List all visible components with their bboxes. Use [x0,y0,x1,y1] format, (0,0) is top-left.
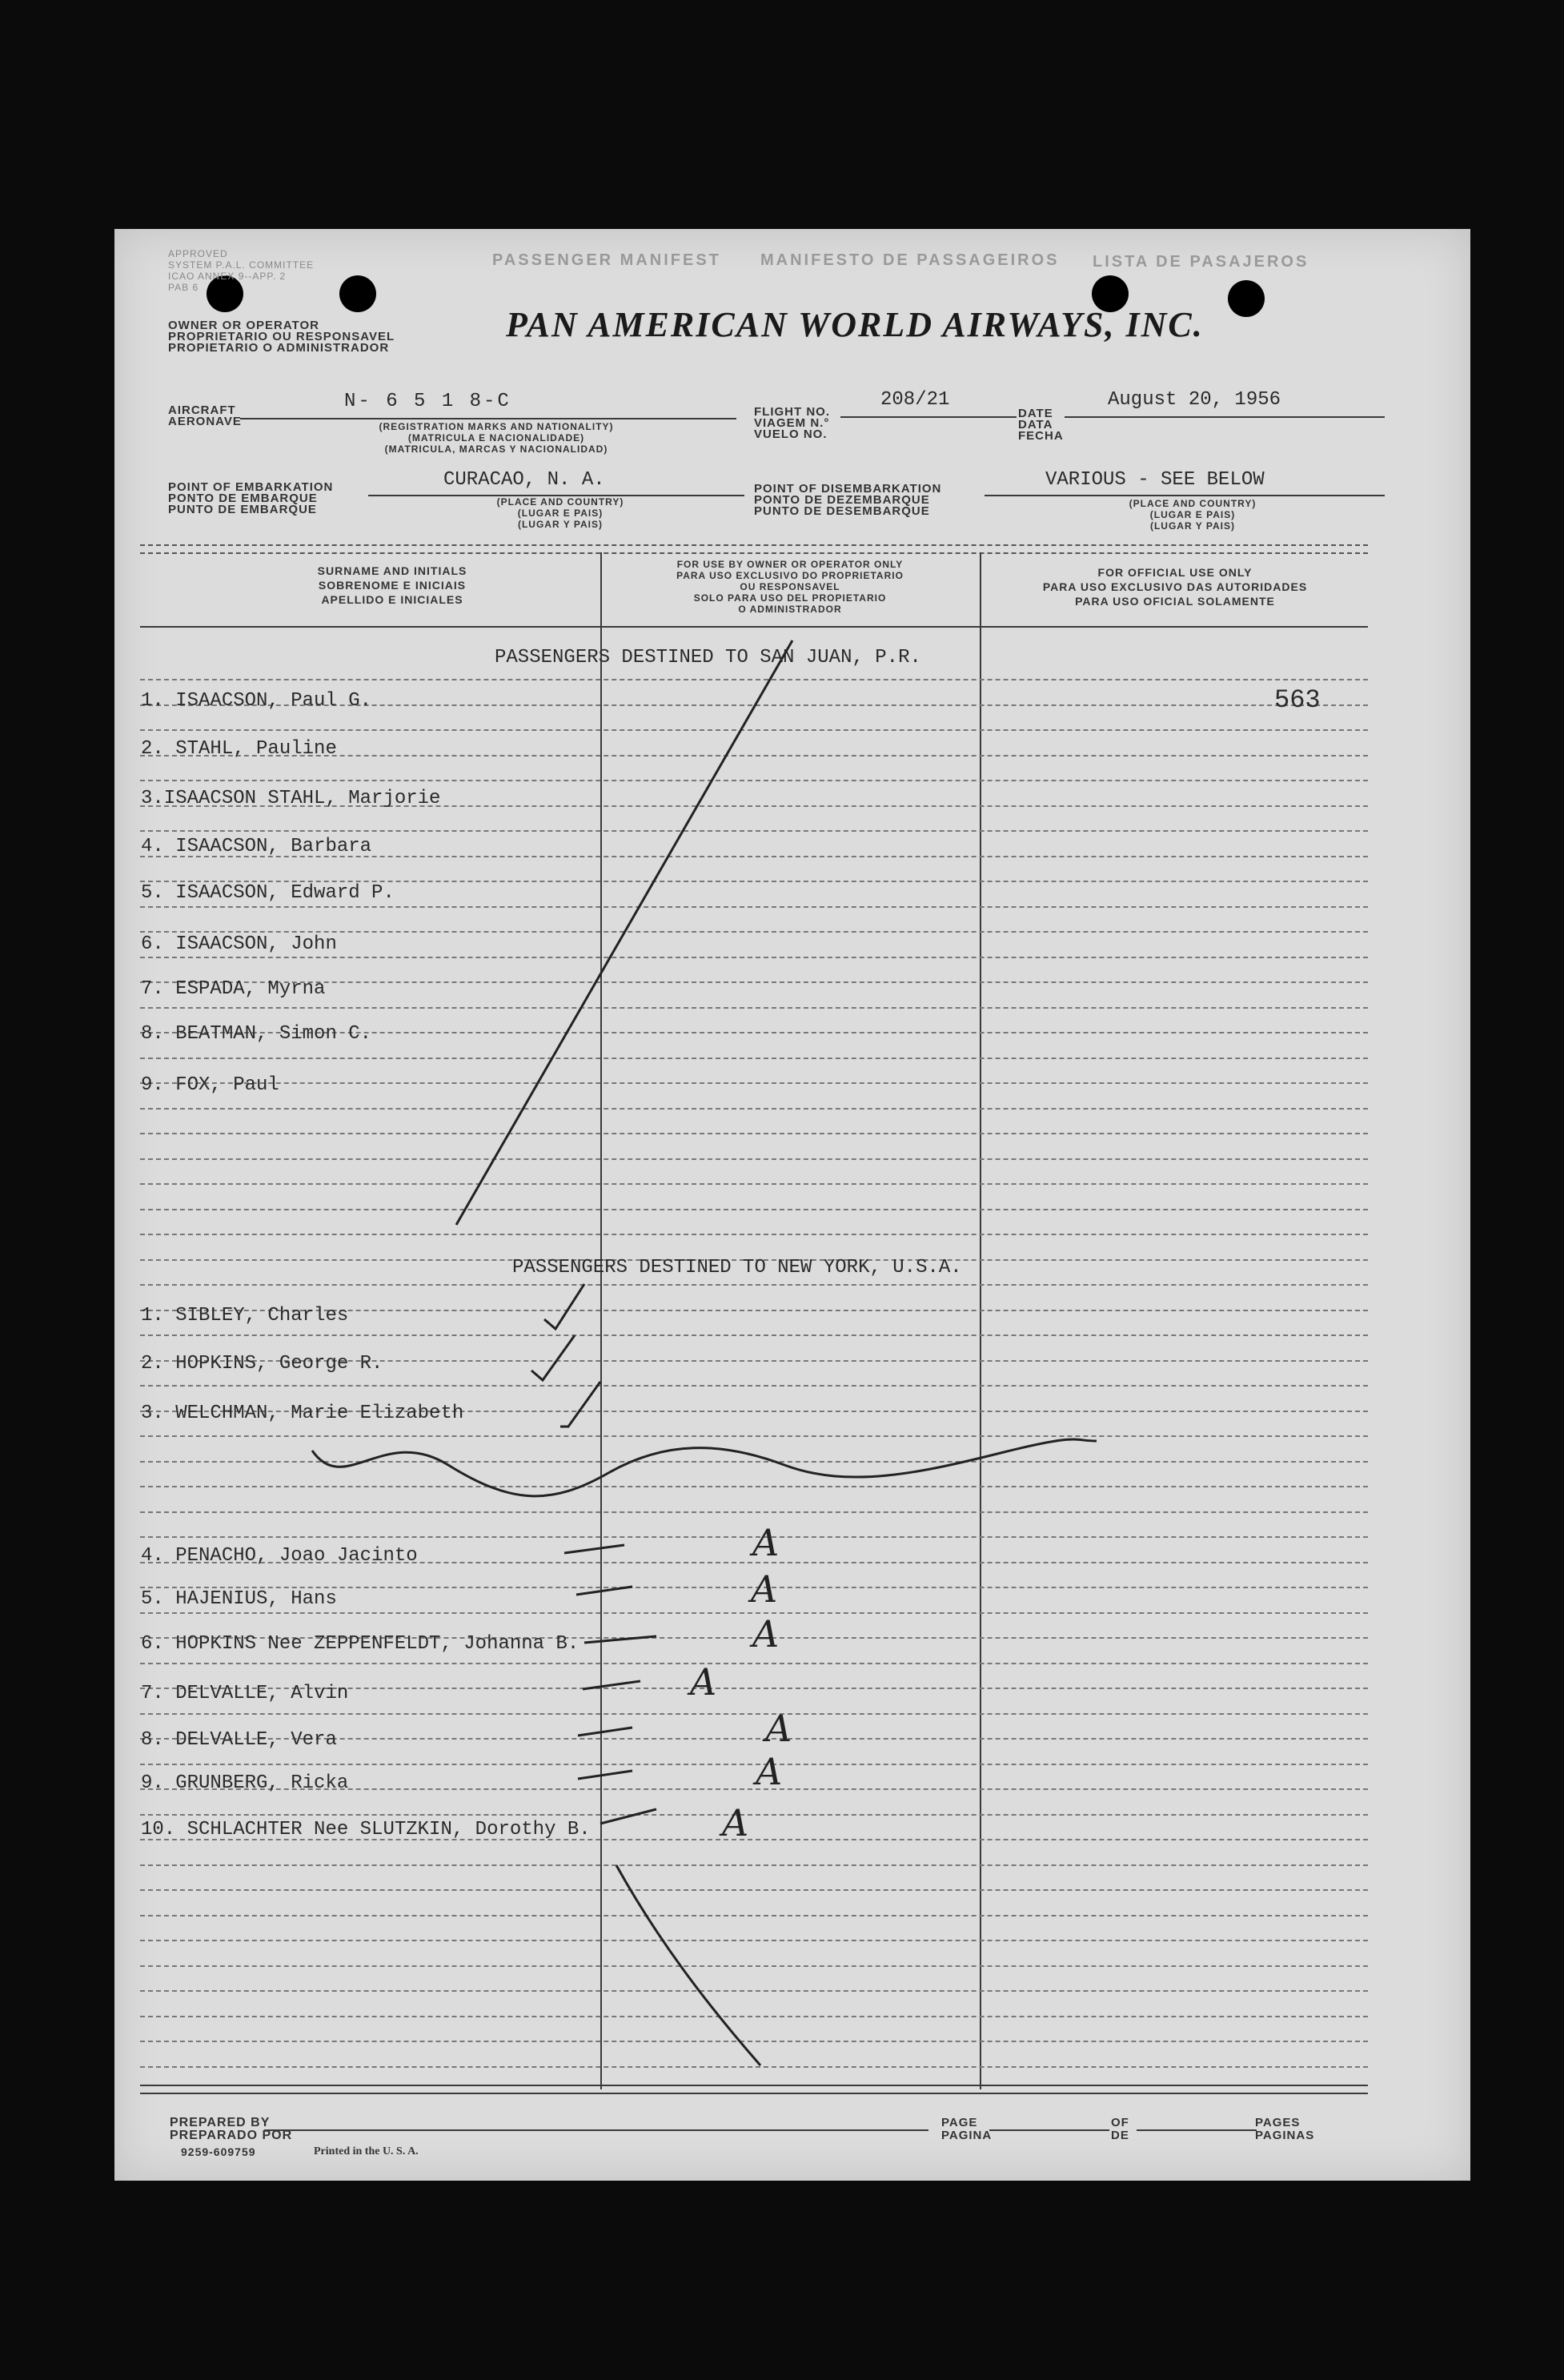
column-header-line: FOR USE BY OWNER OR OPERATOR ONLY [676,559,904,570]
approval-line: APPROVED [168,248,228,259]
embarkation-label: POINT OF EMBARKATION [168,480,334,494]
hand-mark-a: A [751,1567,778,1611]
passenger-entry: 8. DELVALLE, Vera [141,1729,337,1751]
column-header-line: O ADMINISTRADOR [738,604,842,615]
approval-line: PAB 6 [168,282,199,293]
strike-line [616,1865,760,2065]
pages-labels [1255,2117,1314,2142]
wavy-line [312,1439,1097,1496]
disembarkation-label: PONTO DE DEZEMBARQUE [754,493,930,507]
approval-line: ICAO ANNEX 9--APP. 2 [168,271,287,282]
owner-label-pt: PROPRIETARIO OU RESPONSAVEL [168,330,395,343]
disembarkation-sublabel: (LUGAR Y PAIS) [1149,520,1235,532]
passenger-entry: 1. SIBLEY, Charles [141,1305,349,1326]
date-value: August 20, 1956 [1108,389,1281,411]
column-header-line: PARA USO EXCLUSIVO DO PROPRIETARIO [676,570,904,581]
column-header-line: PARA USO OFICIAL SOLAMENTE [1075,595,1275,608]
aircraft-label: AERONAVE [168,415,242,428]
check-mark [531,1335,575,1380]
dash-mark [578,1728,632,1736]
hand-mark-a: A [756,1750,783,1793]
hand-mark-a: A [752,1521,780,1564]
pages-label: PAGES [1255,2116,1301,2129]
hand-mark-a: A [690,1660,717,1704]
passenger-entry: 1. ISAACSON, Paul G. [141,690,372,712]
operator-name: PAN AMERICAN WORLD AIRWAYS, INC. [506,305,1204,344]
section-heading-san-juan: PASSENGERS DESTINED TO SAN JUAN, P.R. [495,647,921,668]
column-header-line: OU RESPONSAVEL [740,581,840,592]
aircraft-value: N- 6 5 1 8-C [344,391,511,412]
prepared-underline [264,2129,928,2131]
embarkation-label: PONTO DE EMBARQUE [168,492,318,505]
title-lista: LISTA DE PASAJEROS [1093,253,1309,271]
passenger-entry: 8. BEATMAN, Simon C. [141,1023,372,1045]
passenger-entry: 4. PENACHO, Joao Jacinto [141,1545,418,1567]
passenger-entry: 9. GRUNBERG, Ricka [141,1772,349,1794]
dash-mark [583,1681,640,1689]
column-header-line: APELLIDO E INICIALES [321,593,463,606]
footer-rule [140,2085,1368,2086]
title-manifesto: MANIFESTO DE PASSAGEIROS [760,251,1060,269]
passenger-entry: 7. ESPADA, Myrna [141,978,326,1000]
disembarkation-sublabel: (LUGAR E PAIS) [1149,509,1236,520]
passenger-entry: 9. FOX, Paul [141,1074,279,1096]
column-header-line: SOBRENOME E INICIAIS [318,579,467,592]
disembarkation-sublabel: (PLACE AND COUNTRY) [1129,498,1257,509]
hand-mark-a: A [752,1612,780,1656]
embarkation-sublabel: (LUGAR E PAIS) [517,508,604,519]
passenger-entry: 3. WELCHMAN, Marie Elizabeth [141,1403,464,1424]
of-label: DE [1111,2129,1129,2142]
flight-label: VUELO NO. [754,427,828,441]
footer-rule [140,2093,1368,2094]
column-header-line: FOR OFFICIAL USE ONLY [1097,566,1253,579]
page-underline [989,2129,1109,2131]
passenger-entry: 3.ISAACSON STAHL, Marjorie [141,788,441,809]
dash-mark [564,1545,624,1553]
of-label: OF [1111,2116,1129,2129]
dash-mark [578,1771,632,1779]
disembarkation-label: PUNTO DE DESEMBARQUE [754,504,930,518]
passenger-entry: 2. STAHL, Pauline [141,738,337,760]
owner-label-en: OWNER OR OPERATOR [168,319,319,332]
date-label: FECHA [1018,429,1064,443]
hand-mark-a: A [765,1707,792,1750]
embarkation-label: PUNTO DE EMBARQUE [168,503,317,516]
passenger-entry: 2. HOPKINS, George R. [141,1353,383,1375]
check-mark [544,1284,584,1329]
dash-mark [584,1636,656,1643]
flight-label: FLIGHT NO. [754,405,830,419]
passenger-entry: 10. SCHLACHTER Nee SLUTZKIN, Dorothy B. [141,1819,591,1840]
disembarkation-value: VARIOUS - SEE BELOW [1045,469,1265,491]
passenger-entry: 4. ISAACSON, Barbara [141,836,372,857]
flight-value: 208/21 [880,389,950,411]
of-underline [1137,2129,1257,2131]
prepared-label: PREPARADO POR [170,2129,293,2142]
passenger-entry: 5. HAJENIUS, Hans [141,1588,337,1610]
owner-label-es: PROPIETARIO O ADMINISTRADOR [168,341,390,355]
title-passenger-manifest: PASSENGER MANIFEST [492,251,721,269]
column-header-line: PARA USO EXCLUSIVO DAS AUTORIDADES [1042,580,1308,593]
aircraft-label: AIRCRAFT [168,403,236,417]
aircraft-sublabel: (MATRICULA, MARCAS Y NACIONALIDAD) [384,443,608,455]
dash-mark [576,1587,632,1595]
section-heading-new-york: PASSENGERS DESTINED TO NEW YORK, U.S.A. [512,1257,962,1278]
printed-in: Printed in the U. S. A. [314,2145,419,2157]
aircraft-sublabel: (MATRICULA E NACIONALIDADE) [407,432,585,443]
pages-label: PAGINAS [1255,2129,1315,2142]
approval-line: SYSTEM P.A.L. COMMITTEE [168,259,315,271]
hand-mark-a: A [722,1801,749,1844]
embarkation-value: CURACAO, N. A. [443,469,605,491]
strike-line [456,640,792,1225]
disembarkation-label: POINT OF DISEMBARKATION [754,482,942,496]
page-labels [941,2117,992,2142]
aircraft-sublabel: (REGISTRATION MARKS AND NATIONALITY) [379,421,614,432]
date-label: DATA [1018,418,1053,431]
passenger-entry: 7. DELVALLE, Alvin [141,1683,349,1704]
embarkation-sublabel: (LUGAR Y PAIS) [517,519,603,530]
passenger-entry: 5. ISAACSON, Edward P. [141,882,395,904]
of-labels [1111,2117,1129,2142]
flight-label: VIAGEM N.° [754,416,830,430]
embarkation-sublabel: (PLACE AND COUNTRY) [496,496,624,508]
page-label: PAGINA [941,2129,993,2142]
check-mark [560,1382,600,1427]
date-label: DATE [1018,407,1053,420]
passenger-entry: 6. HOPKINS Nee ZEPPENFELDT, Johanna B. [141,1633,579,1655]
page-label: PAGE [941,2116,978,2129]
prepared-label: PREPARED BY [170,2116,271,2129]
form-number: 9259-609759 [181,2145,256,2158]
passenger-entry: 6. ISAACSON, John [141,933,337,955]
stamp-number: 563 [1274,685,1321,715]
column-header-line: SOLO PARA USO DEL PROPIETARIO [693,592,887,604]
dash-mark [600,1809,656,1824]
column-header-line: SURNAME AND INITIALS [317,564,467,577]
